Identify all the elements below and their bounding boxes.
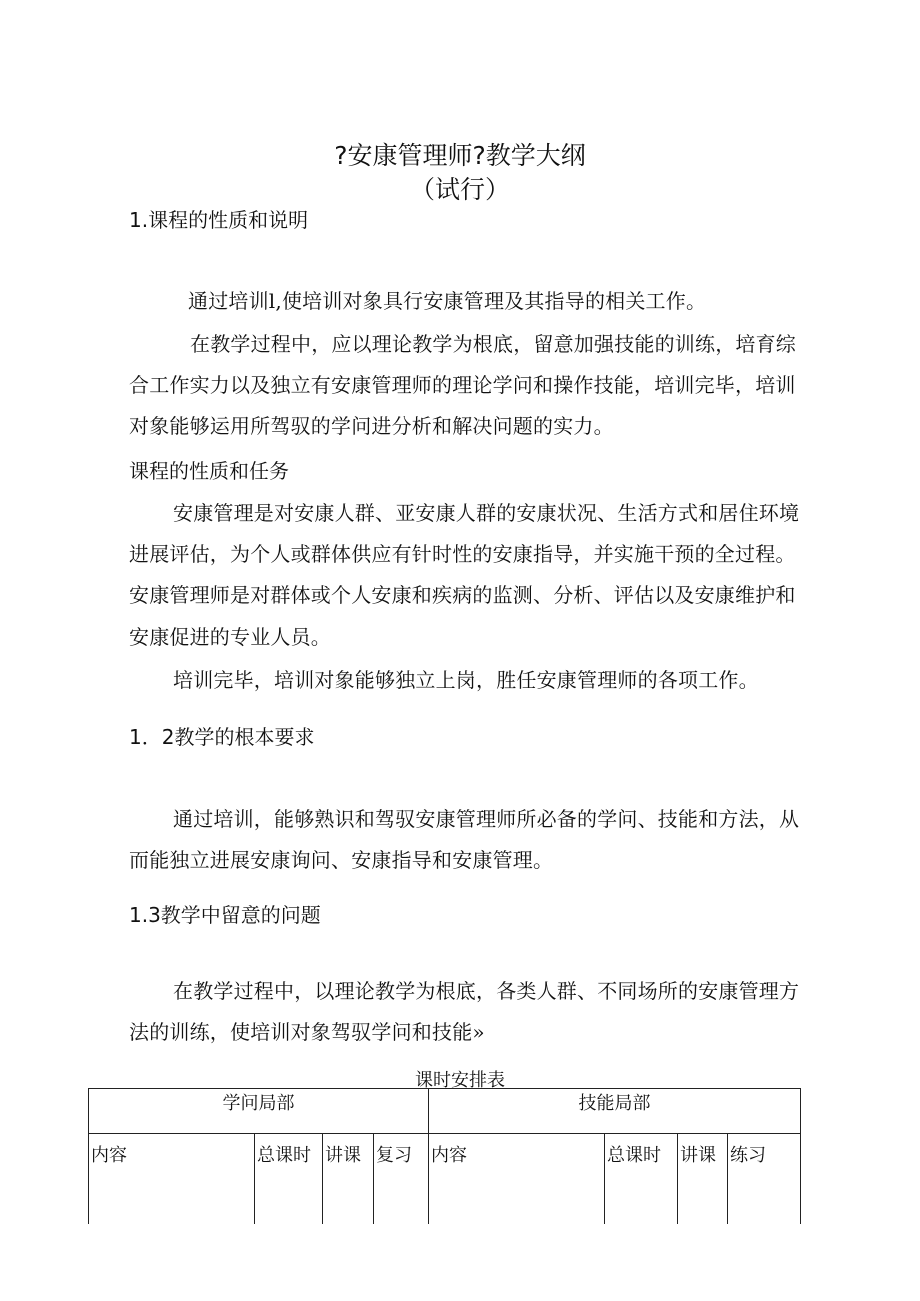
col-header-total-hours-right: 总课时	[605, 1134, 678, 1225]
section-heading-2: 课程的性质和任务	[129, 459, 289, 483]
paragraph-1: 通过培训l,使培训对象具行安康管理及其指导的相关工作。	[188, 289, 707, 313]
section-heading-3: 1．2教学的根本要求	[129, 725, 315, 749]
paragraph-6-line-2: 法的训练，使培训对象驾驭学问和技能»	[129, 1020, 485, 1044]
doc-subtitle: （试行）	[409, 175, 510, 204]
paragraph-3-line-2: 进展评估，为个人或群体供应有针时性的安康指导，并实施干预的全过程。	[129, 542, 796, 566]
paragraph-3-line-3: 安康管理师是对群体或个人安康和疾病的监测、分析、评估以及安康维护和	[129, 583, 796, 607]
paragraph-2-line-1: 在教学过程中，应以理论教学为根底，留意加强技能的训练，培育综	[190, 332, 796, 356]
paragraph-4: 培训完毕，培训对象能够独立上岗，胜任安康管理师的各项工作。	[173, 668, 759, 692]
table-column-header-row	[89, 1134, 801, 1225]
col-header-review: 复习	[374, 1134, 429, 1225]
group-header-skills: 技能局部	[429, 1089, 801, 1134]
paragraph-6-line-1: 在教学过程中，以理论教学为根底，各类人群、不同场所的安康管理方	[173, 979, 800, 1003]
section-heading-1: 1.课程的性质和说明	[129, 208, 309, 232]
table-caption: 课时安排表	[415, 1070, 505, 1091]
col-header-content-left: 内容	[89, 1134, 255, 1225]
col-header-total-hours-left: 总课时	[255, 1134, 323, 1225]
paragraph-3-line-4: 安康促进的专业人员。	[129, 625, 331, 649]
col-header-lecture-left: 讲课	[323, 1134, 374, 1225]
col-header-content-right: 内容	[429, 1134, 605, 1225]
paragraph-5-line-2: 而能独立进展安康询问、安康指导和安康管理。	[129, 848, 554, 872]
paragraph-5-line-1: 通过培训，能够熟识和驾驭安康管理师所必备的学问、技能和方法，从	[173, 807, 800, 831]
paragraph-3-line-1: 安康管理是对安康人群、亚安康人群的安康状况、生活方式和居住环境	[173, 501, 800, 525]
paragraph-2-line-3: 对象能够运用所驾驭的学问进分析和解决问题的实力。	[129, 414, 614, 438]
doc-title: ?安康管理师?教学大纲	[334, 141, 586, 170]
section-heading-4: 1.3教学中留意的问题	[129, 903, 321, 927]
col-header-practice: 练习	[728, 1134, 801, 1225]
paragraph-2-line-2: 合工作实力以及独立有安康管理师的理论学问和操作技能，培训完毕，培训	[129, 373, 796, 397]
col-header-lecture-right: 讲课	[678, 1134, 728, 1225]
group-header-knowledge: 学问局部	[89, 1089, 429, 1134]
schedule-table	[88, 1088, 801, 1224]
table-group-header-row	[89, 1089, 801, 1134]
